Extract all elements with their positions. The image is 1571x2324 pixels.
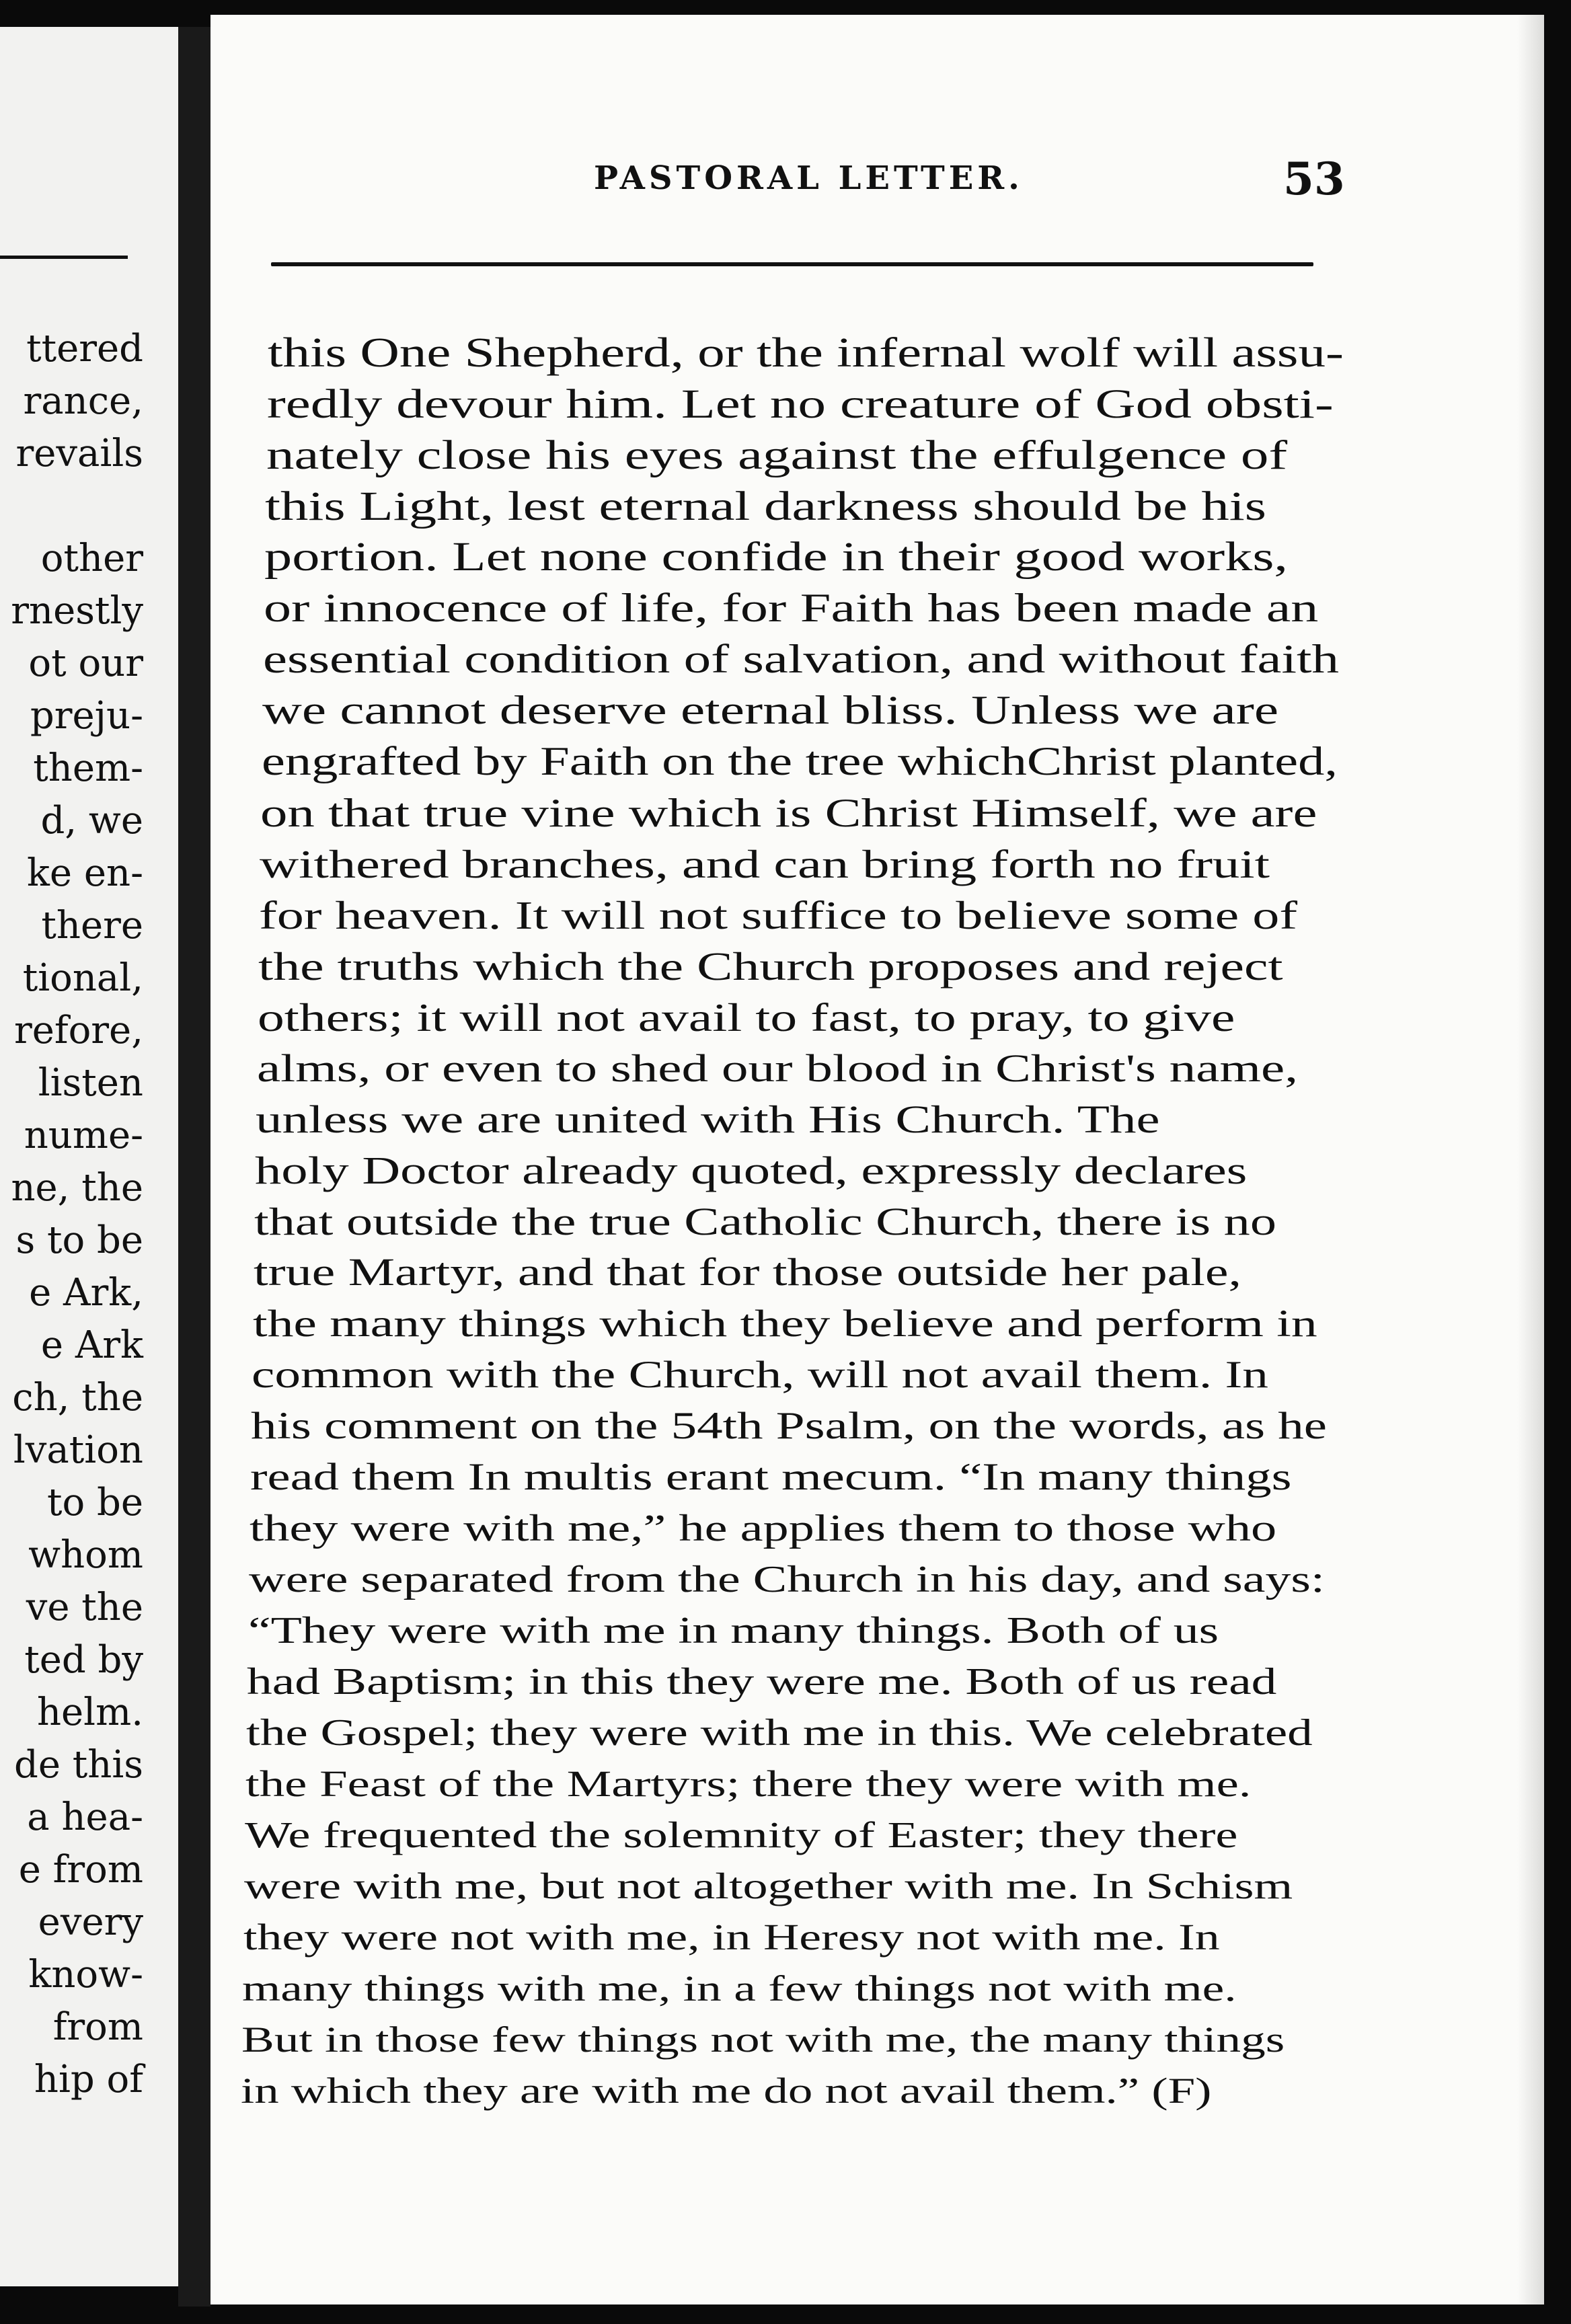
page-number: 53 [1283,153,1345,205]
text-line [210,1299,1544,1350]
text-line-content: others; it will not avail to fast, to pray, to give [257,995,1235,1040]
text-line-content: engrafted by Faith on the tree whichChrist planted, [261,739,1338,784]
text-line-content: holy Doctor already quoted, expressly declares [255,1149,1248,1192]
text-line [210,890,1544,941]
facing-line: to be [46,1481,143,1524]
facing-line: know- [28,1953,143,1997]
text-line-content: for heaven. It will not suffice to believe some of [259,893,1298,937]
book-gutter [178,27,210,2307]
text-line-content: the truths which the Church proposes and reject [258,944,1283,989]
text-line [210,1707,1544,1758]
text-line-content: his comment on the 54th Psalm, on the words, as he [251,1405,1328,1447]
facing-line: ch, the [12,1376,143,1420]
text-line [210,1094,1544,1145]
text-line [210,327,1544,379]
text-line-content: we cannot deserve eternal bliss. Unless we are [262,688,1278,733]
facing-page-text [11,323,143,2106]
facing-line: refore, [13,1009,143,1052]
text-line [210,1554,1544,1605]
facing-line: ne, the [11,1166,143,1210]
facing-line: revails [15,432,143,475]
facing-line: ttered [26,327,143,371]
text-line-content: unless we are united with His Church. The [256,1097,1160,1141]
text-line [210,1656,1544,1707]
text-line [210,1043,1544,1094]
running-head: PASTORAL LETTER. [594,159,1024,197]
facing-line: e from [18,1848,143,1892]
facing-line: e Ark, [29,1271,143,1315]
facing-line: s to be [15,1218,143,1262]
facing-line: rance, [23,379,143,423]
text-line-content: “They were with me in many things. Both of us [247,1610,1219,1652]
facing-line: hip of [34,2058,143,2101]
text-line-content: true Martyr, and that for those outside her pale, [253,1251,1241,1294]
text-line-content: many things with me, in a few things not with me. [242,1968,1237,2009]
text-line-content: redly devour him. Let no creature of God obsti- [266,381,1334,427]
text-line [210,532,1544,583]
text-line-content: or innocence of life, for Faith has been made an [264,586,1319,631]
facing-line: other [40,537,143,580]
header-rule [271,262,1313,266]
text-line [210,1401,1544,1452]
text-line [210,1247,1544,1299]
text-line [210,992,1544,1043]
facing-line: them- [33,746,143,790]
text-line [210,1145,1544,1196]
text-line [210,379,1544,430]
text-line-content: common with the Church, will not avail them. In [252,1354,1269,1396]
text-line [210,1963,1544,2014]
text-line [210,941,1544,992]
text-line [210,1350,1544,1401]
text-line-content: they were not with me, in Heresy not with me. In [243,1916,1220,1958]
facing-line: ve the [26,1586,143,1629]
text-line [210,787,1544,839]
text-line-content: were with me, but not altogether with me. In Schism [243,1865,1293,1906]
text-line [210,583,1544,634]
facing-line: ot our [28,642,143,685]
facing-line: tional, [22,956,143,1000]
facing-line [11,480,143,533]
text-line [210,430,1544,481]
text-line [210,2065,1544,2116]
text-line [210,1452,1544,1503]
facing-line: from [52,2005,143,2049]
facing-line: whom [28,1533,143,1577]
text-line [210,1912,1544,1963]
text-line [210,736,1544,787]
text-line-content: But in those few things not with me, the many things [241,2019,1285,2060]
text-line-content: on that true vine which is Christ Himself, we are [260,791,1317,835]
facing-line: helm. [36,1691,143,1734]
facing-line: e Ark [40,1323,143,1367]
text-line-content: read them In multis erant mecum. “In many things [250,1456,1292,1498]
facing-line: ke en- [26,851,143,895]
facing-page-fragment [0,27,178,2286]
text-line [210,685,1544,736]
text-line-content: the Gospel; they were with me in this. We celebrated [246,1712,1313,1754]
facing-line: rnestly [11,589,143,633]
facing-page-rule [0,256,128,259]
text-line-content: alms, or even to shed our blood in Christ's name, [256,1046,1298,1090]
text-line [210,1605,1544,1656]
facing-line: d, we [40,799,143,843]
text-line-content: in which they are with me do not avail them.” (F) [241,2070,1212,2111]
page [210,15,1544,2304]
page-edge-shadow [1517,15,1544,2304]
text-line-content: essential condition of salvation, and without faith [262,637,1339,682]
text-line-content: the Feast of the Martyrs; there they were with me. [245,1763,1252,1804]
text-line [210,634,1544,685]
text-line-content: were separated from the Church in his day, and says: [248,1559,1325,1600]
facing-line: listen [38,1061,143,1105]
text-line [210,1758,1544,1810]
text-line [210,1810,1544,1861]
text-line-content: the many things which they believe and perform in [252,1303,1317,1345]
text-line-content: had Baptism; in this they were me. Both of us read [247,1661,1277,1703]
facing-line: nume- [24,1114,143,1157]
text-line-content: they were with me,” he applies them to those who [249,1508,1277,1549]
body-text [210,327,1544,2116]
facing-line: de this [13,1743,143,1787]
text-line-content: nately close his eyes against the effulgence of [266,432,1287,478]
facing-line: lvation [13,1428,143,1472]
text-line [210,481,1544,532]
text-line-content: portion. Let none confide in their good works, [264,535,1289,580]
text-line-content: that outside the true Catholic Church, there is no [254,1200,1276,1243]
text-line [210,1503,1544,1554]
text-line-content: this One Shepherd, or the infernal wolf will assu- [268,330,1344,376]
facing-line: preju- [30,694,143,738]
text-line-content: withered branches, and can bring forth no fruit [260,842,1270,886]
text-line [210,2014,1544,2065]
text-line [210,1196,1544,1247]
facing-line: every [38,1900,143,1944]
text-line-content: We frequented the solemnity of Easter; they there [244,1814,1238,1855]
text-line [210,839,1544,890]
text-line [210,1861,1544,1912]
facing-line: a hea- [27,1795,143,1839]
text-line-content: this Light, lest eternal darkness should be his [265,483,1267,529]
facing-line: ted by [24,1638,143,1682]
facing-line: there [41,904,143,947]
